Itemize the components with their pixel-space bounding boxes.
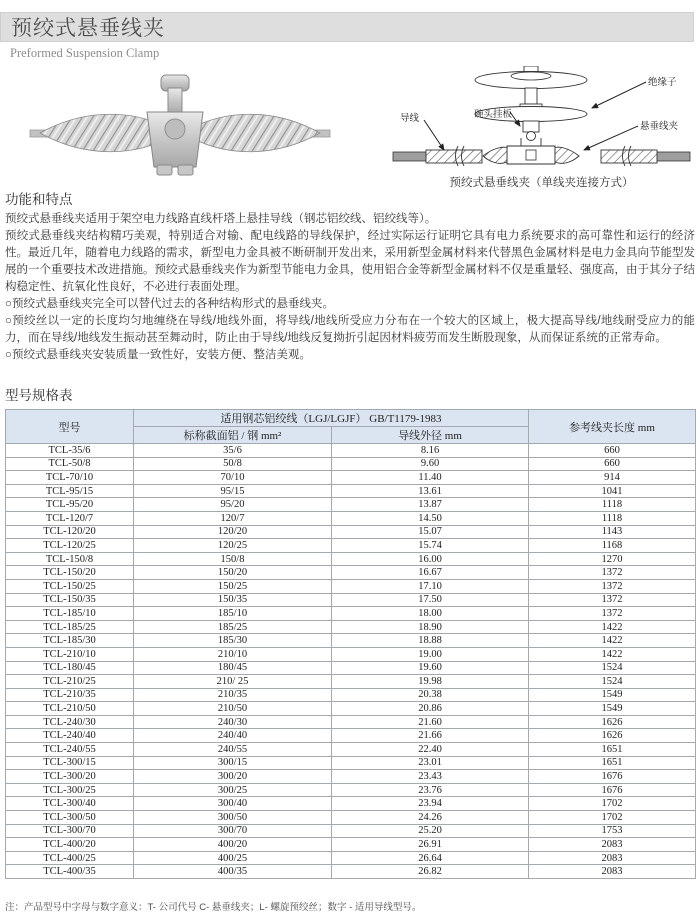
table-cell: 1651 (529, 756, 696, 770)
features-heading: 功能和特点 (5, 192, 73, 207)
diagram-label-conductor: 导线 (400, 113, 420, 124)
table-cell: 1372 (529, 566, 696, 580)
spec-table-heading: 型号规格表 (5, 388, 73, 403)
table-cell: 1422 (529, 620, 696, 634)
table-cell: 300/70 (134, 824, 332, 838)
table-cell: 2083 (529, 838, 696, 852)
table-cell: TCL-185/30 (6, 634, 134, 648)
product-photo (25, 72, 335, 187)
table-cell: 180/45 (134, 661, 332, 675)
table-row (6, 783, 696, 797)
table-cell: 300/25 (134, 783, 332, 797)
table-cell: 14.50 (332, 511, 529, 525)
table-cell: 9.60 (332, 457, 529, 471)
table-cell: 16.00 (332, 552, 529, 566)
table-cell: 1676 (529, 770, 696, 784)
table-cell: 1270 (529, 552, 696, 566)
table-row (6, 484, 696, 498)
table-cell: 150/8 (134, 552, 332, 566)
table-cell: 11.40 (332, 471, 529, 485)
table-cell: 210/35 (134, 688, 332, 702)
table-cell: 20.38 (332, 688, 529, 702)
table-cell: 1626 (529, 715, 696, 729)
table-row (6, 471, 696, 485)
page-subtitle: Preformed Suspension Clamp (10, 46, 160, 60)
table-cell: 120/20 (134, 525, 332, 539)
table-cell: 18.88 (332, 634, 529, 648)
table-row (6, 838, 696, 852)
table-row (6, 579, 696, 593)
table-cell: 17.10 (332, 579, 529, 593)
table-cell: 1702 (529, 797, 696, 811)
table-cell: TCL-210/25 (6, 675, 134, 689)
table-cell: 1753 (529, 824, 696, 838)
table-cell: 2083 (529, 865, 696, 879)
table-row (6, 566, 696, 580)
table-cell: 1372 (529, 607, 696, 621)
spec-table (5, 409, 696, 879)
spec-table-body (6, 444, 696, 879)
column-header-nominal-section: 标称截面铝 / 钢 mm² (134, 427, 332, 444)
feature-paragraph: ○预绞式悬垂线夹安装质量一致性好，安装方便、整洁美观。 (5, 349, 311, 361)
table-cell: 23.94 (332, 797, 529, 811)
table-cell: 2083 (529, 851, 696, 865)
feature-paragraph: ○预绞丝以一定的长度均匀地缠绕在导线/地线外面，将导线/地线所受应力分布在一个较大的区域上，极大提高导线/地线耐受应力的能力，而在导线/地线发生振动甚至舞动时，防止由于导线/地线反复拗折引起因材料疲劳而发生断股现象，从而保证系统的正常寿命。 (5, 315, 695, 344)
table-row (6, 647, 696, 661)
table-cell: TCL-70/10 (6, 471, 134, 485)
feature-paragraph: 预绞式悬垂线夹结构精巧美观，特别适合对输、配电线路的导线保护，经过实际运行证明它具有电力系统要求的高可靠性和运行的经济性。最近几年，随着电力线路的需求，新型电力金具被不断研制开发出来，采用新型金属材料来代替黑色金属材料是电力金具向节能型发展的一个重要技术改进措施。预绞式悬垂线夹作为新型节能电力金具，使用铝合金等新型金属材料不仅是重量轻、强度高，由于其分子结构稳定性、抗氧化性良好，不必进行表面处理。 (5, 230, 695, 293)
table-cell: TCL-95/15 (6, 484, 134, 498)
table-cell: TCL-120/7 (6, 511, 134, 525)
table-row (6, 444, 696, 458)
table-cell: TCL-300/50 (6, 811, 134, 825)
table-cell: TCL-185/10 (6, 607, 134, 621)
table-row (6, 743, 696, 757)
table-cell: 150/25 (134, 579, 332, 593)
table-row (6, 525, 696, 539)
table-cell: 240/40 (134, 729, 332, 743)
table-row (6, 797, 696, 811)
main-content (5, 188, 695, 913)
table-cell: 26.91 (332, 838, 529, 852)
table-cell: 21.66 (332, 729, 529, 743)
diagram-caption: 预绞式悬垂线夹（单线夹连接方式） (449, 177, 634, 189)
table-cell: TCL-210/50 (6, 702, 134, 716)
table-cell: TCL-400/35 (6, 865, 134, 879)
table-cell: 8.16 (332, 444, 529, 458)
table-row (6, 620, 696, 634)
table-cell: TCL-180/45 (6, 661, 134, 675)
table-cell: TCL-300/25 (6, 783, 134, 797)
table-cell: 35/6 (134, 444, 332, 458)
table-row (6, 457, 696, 471)
table-cell: TCL-150/20 (6, 566, 134, 580)
table-cell: 50/8 (134, 457, 332, 471)
table-cell: 300/20 (134, 770, 332, 784)
table-cell: TCL-400/20 (6, 838, 134, 852)
table-cell: TCL-150/35 (6, 593, 134, 607)
feature-paragraph: ○预绞式悬垂线夹完全可以替代过去的各种结构形式的悬垂线夹。 (5, 298, 334, 310)
table-cell: 24.26 (332, 811, 529, 825)
table-row (6, 865, 696, 879)
table-cell: 300/40 (134, 797, 332, 811)
table-cell: TCL-300/15 (6, 756, 134, 770)
table-cell: TCL-120/25 (6, 539, 134, 553)
table-row (6, 607, 696, 621)
column-header-clamp-length: 参考线夹长度 mm (529, 410, 696, 444)
table-cell: 240/30 (134, 715, 332, 729)
table-cell: 17.50 (332, 593, 529, 607)
table-cell: 400/35 (134, 865, 332, 879)
table-row (6, 715, 696, 729)
table-cell: 1549 (529, 702, 696, 716)
installation-diagram (388, 66, 695, 190)
table-row (6, 511, 696, 525)
table-cell: 150/35 (134, 593, 332, 607)
table-cell: 210/50 (134, 702, 332, 716)
table-cell: 1372 (529, 579, 696, 593)
table-cell: 300/50 (134, 811, 332, 825)
table-cell: 1626 (529, 729, 696, 743)
table-cell: TCL-35/6 (6, 444, 134, 458)
column-header-group: 适用钢芯铝绞线（LGJ/LGJF） GB/T1179-1983 (134, 410, 529, 427)
table-cell: 18.00 (332, 607, 529, 621)
table-cell: TCL-120/20 (6, 525, 134, 539)
column-header-conductor-od: 导线外径 mm (332, 427, 529, 444)
table-cell: TCL-240/30 (6, 715, 134, 729)
table-cell: 185/25 (134, 620, 332, 634)
footnote: 注：产品型号中字母与数字意义：T- 公司代号 C- 悬垂线夹；L- 螺旋预绞丝；数字 - 适用导线型号。 (5, 902, 422, 913)
table-cell: 210/ 25 (134, 675, 332, 689)
table-cell: TCL-240/40 (6, 729, 134, 743)
table-cell: 23.01 (332, 756, 529, 770)
table-row (6, 851, 696, 865)
table-cell: 22.40 (332, 743, 529, 757)
table-cell: 400/25 (134, 851, 332, 865)
table-cell: 23.43 (332, 770, 529, 784)
table-cell: 1118 (529, 511, 696, 525)
table-cell: 19.60 (332, 661, 529, 675)
table-cell: 13.87 (332, 498, 529, 512)
table-cell: 1676 (529, 783, 696, 797)
table-cell: 185/10 (134, 607, 332, 621)
table-cell: 1651 (529, 743, 696, 757)
table-cell: 70/10 (134, 471, 332, 485)
table-cell: 95/20 (134, 498, 332, 512)
table-cell: 210/10 (134, 647, 332, 661)
table-cell: 21.60 (332, 715, 529, 729)
table-cell: 660 (529, 444, 696, 458)
table-cell: 1041 (529, 484, 696, 498)
table-cell: 1118 (529, 498, 696, 512)
table-cell: TCL-210/35 (6, 688, 134, 702)
table-cell: TCL-300/70 (6, 824, 134, 838)
table-cell: 1549 (529, 688, 696, 702)
table-cell: 150/20 (134, 566, 332, 580)
table-cell: 300/15 (134, 756, 332, 770)
table-cell: TCL-95/20 (6, 498, 134, 512)
table-cell: 1422 (529, 647, 696, 661)
table-cell: 660 (529, 457, 696, 471)
table-cell: 13.61 (332, 484, 529, 498)
table-row (6, 675, 696, 689)
table-row (6, 702, 696, 716)
table-cell: 240/55 (134, 743, 332, 757)
table-cell: TCL-150/8 (6, 552, 134, 566)
table-cell: 25.20 (332, 824, 529, 838)
table-row (6, 756, 696, 770)
table-row (6, 498, 696, 512)
table-cell: 26.82 (332, 865, 529, 879)
table-cell: TCL-300/20 (6, 770, 134, 784)
page-title: 预绞式悬垂线夹 (11, 17, 165, 40)
table-cell: 19.00 (332, 647, 529, 661)
diagram-label-suspension-clamp: 悬垂线夹 (640, 121, 679, 132)
features-section (5, 188, 695, 364)
feature-paragraph: 预绞式悬垂线夹适用于架空电力线路直线杆塔上悬挂导线（钢芯铝绞线、铝绞线等）。 (5, 213, 437, 225)
table-cell: TCL-400/25 (6, 851, 134, 865)
table-cell: 400/20 (134, 838, 332, 852)
table-cell: 1143 (529, 525, 696, 539)
diagram-label-socket-clevis: 碗头挂板 (474, 109, 513, 120)
table-row (6, 552, 696, 566)
table-row (6, 811, 696, 825)
spec-table-header (6, 410, 696, 444)
table-cell: 914 (529, 471, 696, 485)
table-row (6, 593, 696, 607)
column-header-model: 型号 (6, 410, 134, 444)
table-row (6, 729, 696, 743)
table-cell: 16.67 (332, 566, 529, 580)
table-cell: 1422 (529, 634, 696, 648)
table-cell: TCL-185/25 (6, 620, 134, 634)
table-cell: TCL-150/25 (6, 579, 134, 593)
table-cell: TCL-50/8 (6, 457, 134, 471)
table-cell: TCL-240/55 (6, 743, 134, 757)
diagram-label-insulator: 绝缘子 (648, 77, 677, 88)
table-cell: 1524 (529, 661, 696, 675)
table-row (6, 539, 696, 553)
table-row (6, 770, 696, 784)
table-cell: 1524 (529, 675, 696, 689)
table-cell: TCL-210/10 (6, 647, 134, 661)
table-cell: 18.90 (332, 620, 529, 634)
table-row (6, 824, 696, 838)
table-cell: 1702 (529, 811, 696, 825)
table-row (6, 688, 696, 702)
table-cell: 23.76 (332, 783, 529, 797)
page-title-bar (0, 12, 694, 42)
table-cell: 1168 (529, 539, 696, 553)
table-cell: 1372 (529, 593, 696, 607)
table-cell: 26.64 (332, 851, 529, 865)
table-row (6, 634, 696, 648)
table-cell: 19.98 (332, 675, 529, 689)
clamp-photo-graphic (25, 72, 335, 187)
table-cell: 185/30 (134, 634, 332, 648)
table-cell: 20.86 (332, 702, 529, 716)
table-cell: 95/15 (134, 484, 332, 498)
table-cell: TCL-300/40 (6, 797, 134, 811)
table-row (6, 661, 696, 675)
table-cell: 15.07 (332, 525, 529, 539)
table-cell: 120/7 (134, 511, 332, 525)
table-cell: 15.74 (332, 539, 529, 553)
table-cell: 120/25 (134, 539, 332, 553)
